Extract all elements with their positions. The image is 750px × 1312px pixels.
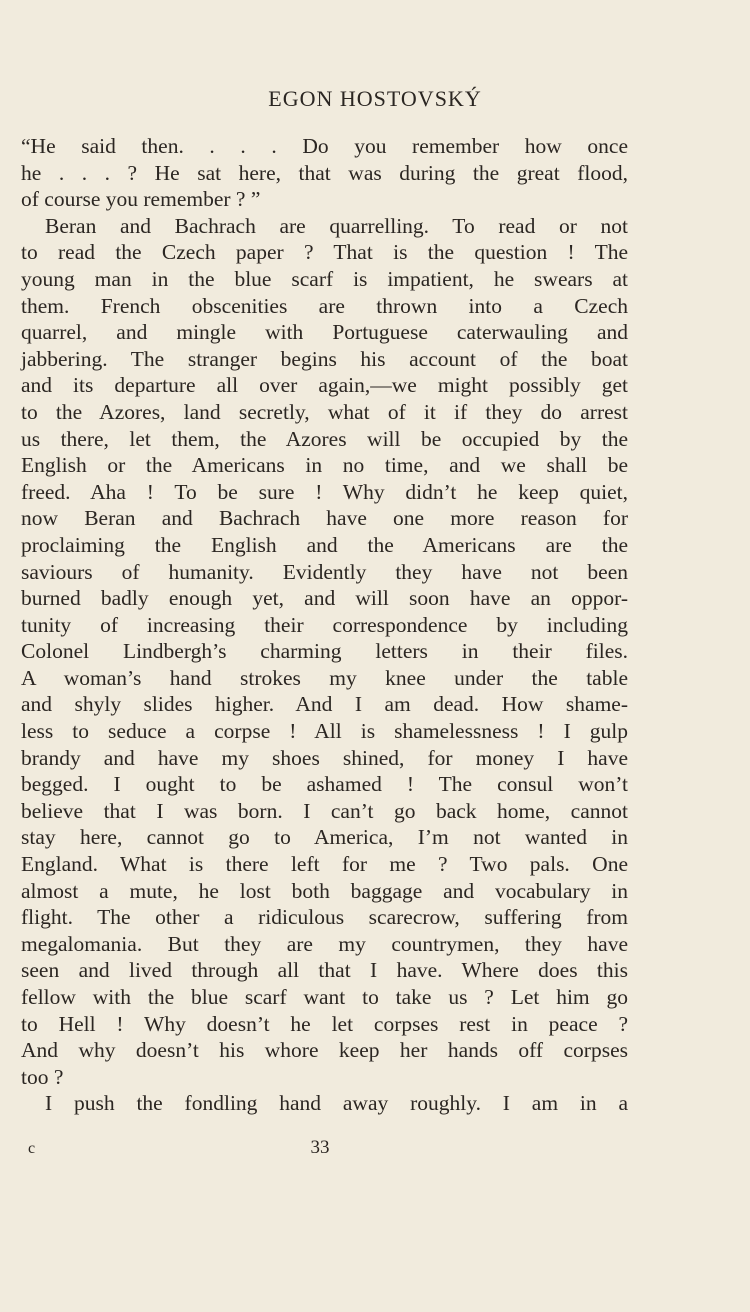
text-line: and shyly slides higher. And I am dead. How shame- (21, 692, 628, 717)
text-line: begged. I ought to be ashamed ! The consul won’t (21, 772, 628, 797)
text-line: too ? (21, 1064, 64, 1089)
text-line: A woman’s hand strokes my knee under the table (21, 665, 628, 690)
text-line: to Hell ! Why doesn’t he let corpses rest in peace ? (21, 1011, 628, 1036)
text-line: of course you remember ? ” (21, 187, 261, 212)
text-line: And why doesn’t his whore keep her hands off corpses (21, 1038, 628, 1063)
text-line: proclaiming the English and the Americans are the (21, 532, 628, 557)
text-line: seen and lived through all that I have. Where does this (21, 958, 628, 983)
text-line: believe that I was born. I can’t go back home, cannot (21, 798, 628, 823)
text-line: saviours of humanity. Evidently they have not been (21, 559, 628, 584)
text-line: burned badly enough yet, and will soon have an oppor- (21, 586, 628, 611)
text-line: them. French obscenities are thrown into a Czech (21, 293, 628, 318)
text-line: jabbering. The stranger begins his account of the boat (21, 346, 628, 371)
text-line: flight. The other a ridiculous scarecrow, suffering from (21, 905, 628, 930)
text-line: he . . . ? He sat here, that was during the great flood, (21, 160, 628, 185)
text-line: “He said then. . . . Do you remember how once (21, 134, 628, 158)
text-line: fellow with the blue scarf want to take us ? Let him go (21, 985, 628, 1009)
text-line: young man in the blue scarf is impatient, he swears at (21, 266, 628, 291)
text-line: brandy and have my shoes shined, for money I have (21, 745, 628, 770)
text-line: us there, let them, the Azores will be occupied by the (21, 426, 628, 451)
text-line: now Beran and Bachrach have one more reason for (21, 506, 628, 531)
running-head: EGON HOSTOVSKÝ (268, 86, 482, 111)
text-line: stay here, cannot go to America, I’m not wanted in (21, 825, 628, 850)
text-line: to read the Czech paper ? That is the question ! The (21, 240, 628, 265)
signature-mark: c (28, 1140, 36, 1157)
text-line: and its departure all over again,—we might possibly get (21, 373, 628, 398)
text-line: megalomania. But they are my countrymen, they have (21, 931, 628, 956)
text-line: freed. Aha ! To be sure ! Why didn’t he keep quiet, (21, 479, 628, 504)
text-line: Colonel Lindbergh’s charming letters in their files. (21, 639, 628, 664)
text-line: English or the Americans in no time, and we shall be (21, 453, 628, 478)
text-line: less to seduce a corpse ! All is shamelessness ! I gulp (21, 719, 628, 744)
page-number: 33 (310, 1137, 330, 1158)
text-line: Beran and Bachrach are quarrelling. To read or not (45, 213, 628, 238)
body-text (21, 133, 628, 1117)
text-line: quarrel, and mingle with Portuguese caterwauling and (21, 320, 628, 345)
text-line: to the Azores, land secretly, what of it if they do arrest (21, 399, 628, 424)
text-line: almost a mute, he lost both baggage and vocabulary in (21, 878, 628, 903)
text-line: tunity of increasing their correspondence by including (21, 612, 628, 637)
text-line: I push the fondling hand away roughly. I am in a (45, 1091, 628, 1116)
text-line: England. What is there left for me ? Two pals. One (21, 852, 628, 877)
